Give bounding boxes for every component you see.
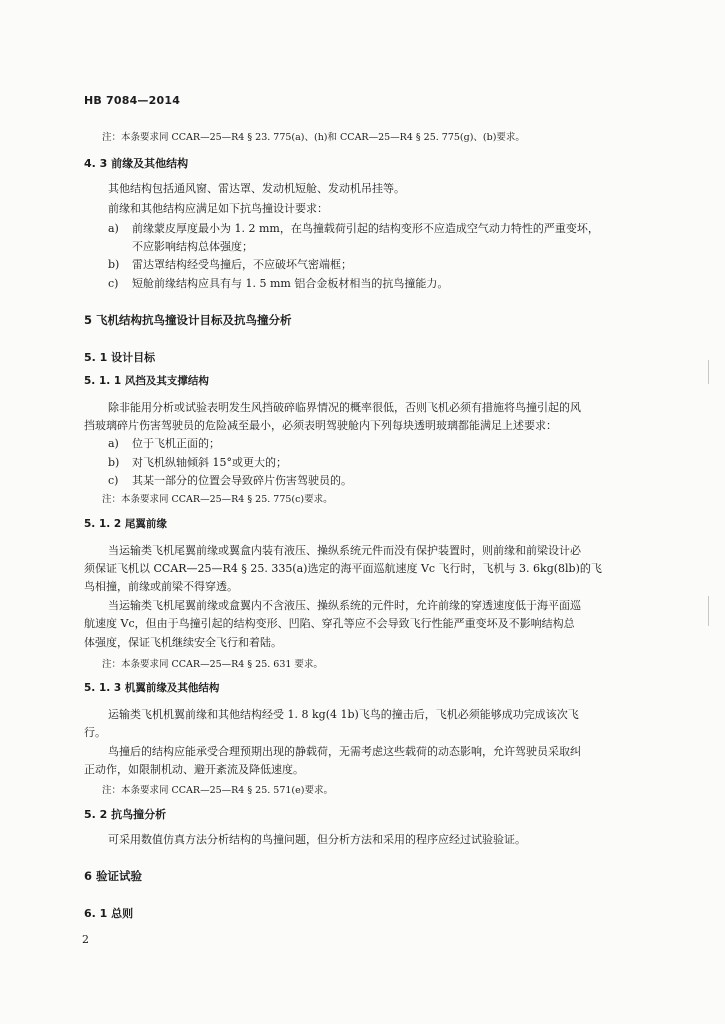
item-label: a) (108, 437, 119, 450)
item-label: a) (108, 222, 119, 235)
s513-note: 注：本条要求同 CCAR—25—R4 § 25. 571(e)要求。 (102, 785, 333, 796)
scan-edge-mark (708, 596, 709, 626)
item-label: c) (108, 474, 119, 487)
note-top: 注：本条要求同 CCAR—25—R4 § 23. 775(a)、(h)和 CCAR—25—R4 § 25. 775(g)、(b)要求。 (102, 132, 525, 143)
page-number: 2 (82, 933, 89, 946)
s512-p1-line-1: 当运输类飞机尾翼前缘或翼盒内装有液压、操纵系统元件而没有保护装置时，则前缘和前梁设计必 (108, 544, 581, 557)
s512-p1-line-2: 须保证飞机以 CCAR—25—R4 § 25. 335(a)选定的海平面巡航速度 Vc 飞行时，飞机与 3. 6kg(8lb)的飞 (84, 562, 602, 575)
section-6-heading: 6 验证试验 (84, 869, 143, 883)
s43-paragraph-1: 其他结构包括通风窗、雷达罩、发动机短舱、发动机吊挂等。 (108, 182, 405, 195)
s43-item-a (108, 220, 599, 236)
section-5-heading: 5 飞机结构抗鸟撞设计目标及抗鸟撞分析 (84, 313, 292, 327)
s512-note: 注：本条要求同 CCAR—25—R4 § 25. 631 要求。 (102, 659, 323, 670)
s513-p1-line-2: 行。 (84, 726, 106, 739)
section-5-1-1-heading: 5. 1. 1 风挡及其支撑结构 (84, 375, 209, 387)
s511-paragraph-line-2: 挡玻璃碎片伤害驾驶员的危险减至最小，必须表明驾驶舱内下列每块透明玻璃都能满足上述要求： (84, 419, 557, 432)
s511-paragraph-line-1: 除非能用分析或试验表明发生风挡破碎临界情况的概率很低，否则飞机必须有措施将鸟撞引起的风 (108, 401, 581, 414)
item-label: b) (108, 456, 120, 469)
s512-p2-line-1: 当运输类飞机尾翼前缘或盒翼内不含液压、操纵系统的元件时，允许前缘的穿透速度低于海平面巡 (108, 599, 581, 612)
item-text: 雷达罩结构经受鸟撞后，不应破坏气密端框； (132, 258, 352, 271)
s43-paragraph-2: 前缘和其他结构应满足如下抗鸟撞设计要求： (108, 202, 328, 215)
item-text: 位于飞机正面的； (132, 437, 220, 450)
section-5-1-heading: 5. 1 设计目标 (84, 351, 156, 364)
s512-p2-line-3: 体强度，保证飞机继续安全飞行和着陆。 (84, 636, 282, 649)
item-text: 对飞机纵轴倾斜 15°或更大的； (132, 456, 287, 469)
item-label: c) (108, 277, 119, 290)
s512-p2-line-2: 航速度 Vc，但由于鸟撞引起的结构变形、凹陷、穿孔等应不会导致飞行性能严重变坏及不影响结构总 (84, 617, 575, 630)
s43-item-a-cont: 不应影响结构总体强度； (132, 240, 253, 253)
section-5-1-2-heading: 5. 1. 2 尾翼前缘 (84, 518, 167, 530)
s52-paragraph: 可采用数值仿真方法分析结构的鸟撞问题，但分析方法和采用的程序应经过试验验证。 (108, 833, 526, 846)
item-text: 其某一部分的位置会导致碎片伤害驾驶员的。 (132, 474, 352, 487)
s43-item-c (108, 275, 448, 291)
item-text: 短舱前缘结构应具有与 1. 5 mm 铝合金板材相当的抗鸟撞能力。 (132, 277, 449, 290)
s43-item-b (108, 256, 352, 272)
section-5-2-heading: 5. 2 抗鸟撞分析 (84, 808, 167, 821)
s513-p2-line-1: 鸟撞后的结构应能承受合理预期出现的静载荷，无需考虑这些载荷的动态影响，允许驾驶员采取纠 (108, 745, 581, 758)
section-5-1-3-heading: 5. 1. 3 机翼前缘及其他结构 (84, 682, 220, 694)
s513-p2-line-2: 正动作，如限制机动、避开紊流及降低速度。 (84, 763, 304, 776)
scan-edge-mark (708, 360, 709, 384)
section-4-3-heading: 4. 3 前缘及其他结构 (84, 157, 189, 170)
s511-note: 注：本条要求同 CCAR—25—R4 § 25. 775(c)要求。 (102, 494, 333, 505)
s511-item-c (108, 472, 352, 488)
s513-p1-line-1: 运输类飞机机翼前缘和其他结构经受 1. 8 kg(4 1b)飞鸟的撞击后，飞机必须能够成功完成该次飞 (108, 708, 579, 721)
item-label: b) (108, 258, 120, 271)
s511-item-b (108, 454, 287, 470)
document-code: HB 7084—2014 (84, 94, 181, 107)
s512-p1-line-3: 鸟相撞，前缘或前梁不得穿透。 (84, 580, 238, 593)
s511-item-a (108, 435, 220, 451)
item-text: 前缘蒙皮厚度最小为 1. 2 mm，在鸟撞载荷引起的结构变形不应造成空气动力特性的严重变坏， (132, 222, 599, 235)
section-6-1-heading: 6. 1 总则 (84, 907, 134, 920)
